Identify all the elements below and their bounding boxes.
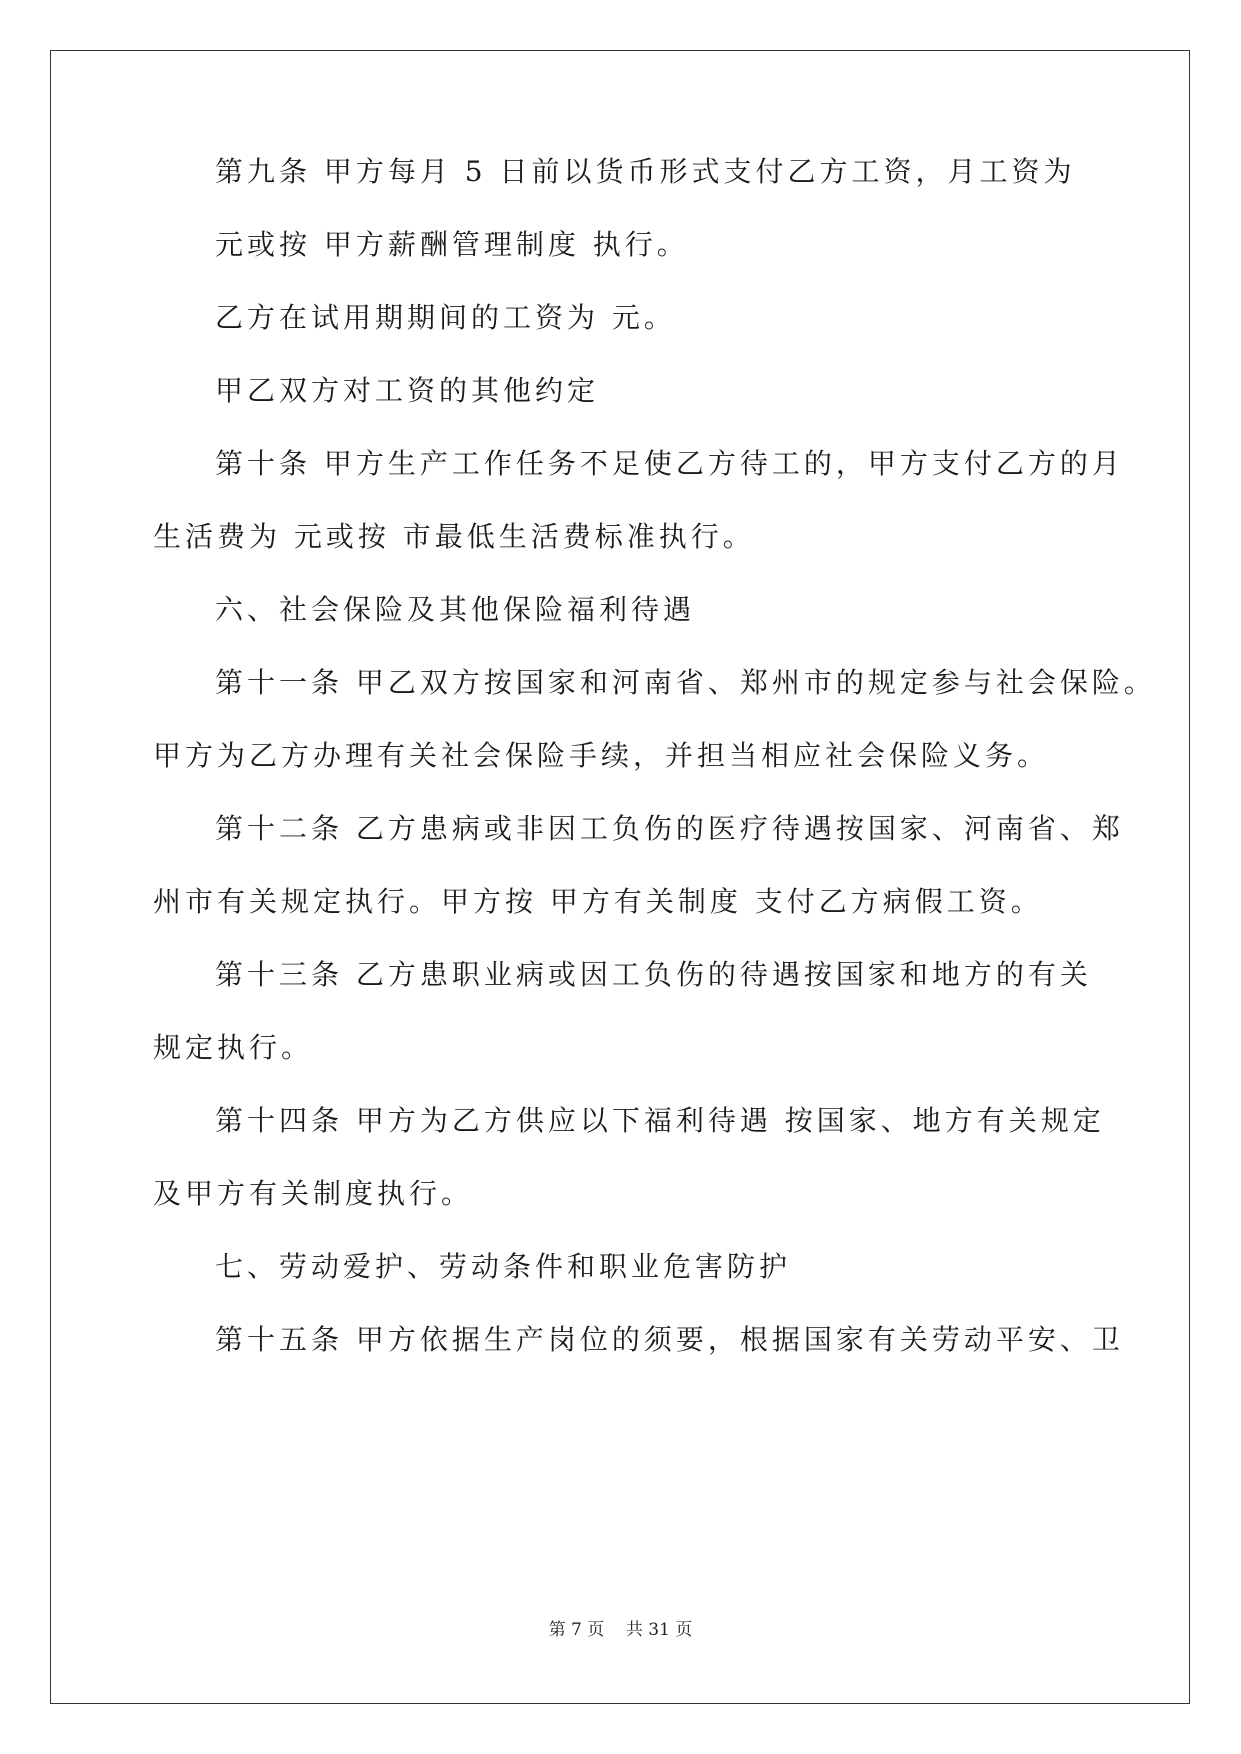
text-line: 第十一条 甲乙双方按国家和河南省、郑州市的规定参与社会保险。 [215,666,1156,699]
text-line: 第十五条 甲方依据生产岗位的须要，根据国家有关劳动平安、卫 [215,1323,1124,1356]
section-heading: 六、社会保险及其他保险福利待遇 [215,593,696,626]
text-line: 第十条 甲方生产工作任务不足使乙方待工的，甲方支付乙方的月 [215,447,1124,480]
text-line: 规定执行。 [153,1031,314,1064]
text-line: 乙方在试用期期间的工资为 元。 [215,301,676,334]
text-line: 第九条 甲方每月 5 日前以货币形式支付乙方工资，月工资为 [215,155,1076,188]
page-number-footer: 第 7 页 共 31 页 [548,1620,693,1640]
section-heading: 七、劳动爱护、劳动条件和职业危害防护 [215,1250,792,1283]
text-line: 甲方为乙方办理有关社会保险手续，并担当相应社会保险义务。 [153,739,1050,772]
text-line: 第十二条 乙方患病或非因工负伤的医疗待遇按国家、河南省、郑 [215,812,1124,845]
text-line: 元或按 甲方薪酬管理制度 执行。 [215,228,689,261]
text-line: 州市有关规定执行。甲方按 甲方有关制度 支付乙方病假工资。 [153,885,1043,918]
text-line: 及甲方有关制度执行。 [153,1177,474,1210]
text-line: 甲乙双方对工资的其他约定 [215,374,600,407]
text-line: 第十四条 甲方为乙方供应以下福利待遇 按国家、地方有关规定 [215,1104,1105,1137]
text-line: 第十三条 乙方患职业病或因工负伤的待遇按国家和地方的有关 [215,958,1092,991]
text-line: 生活费为 元或按 市最低生活费标准执行。 [153,520,755,553]
